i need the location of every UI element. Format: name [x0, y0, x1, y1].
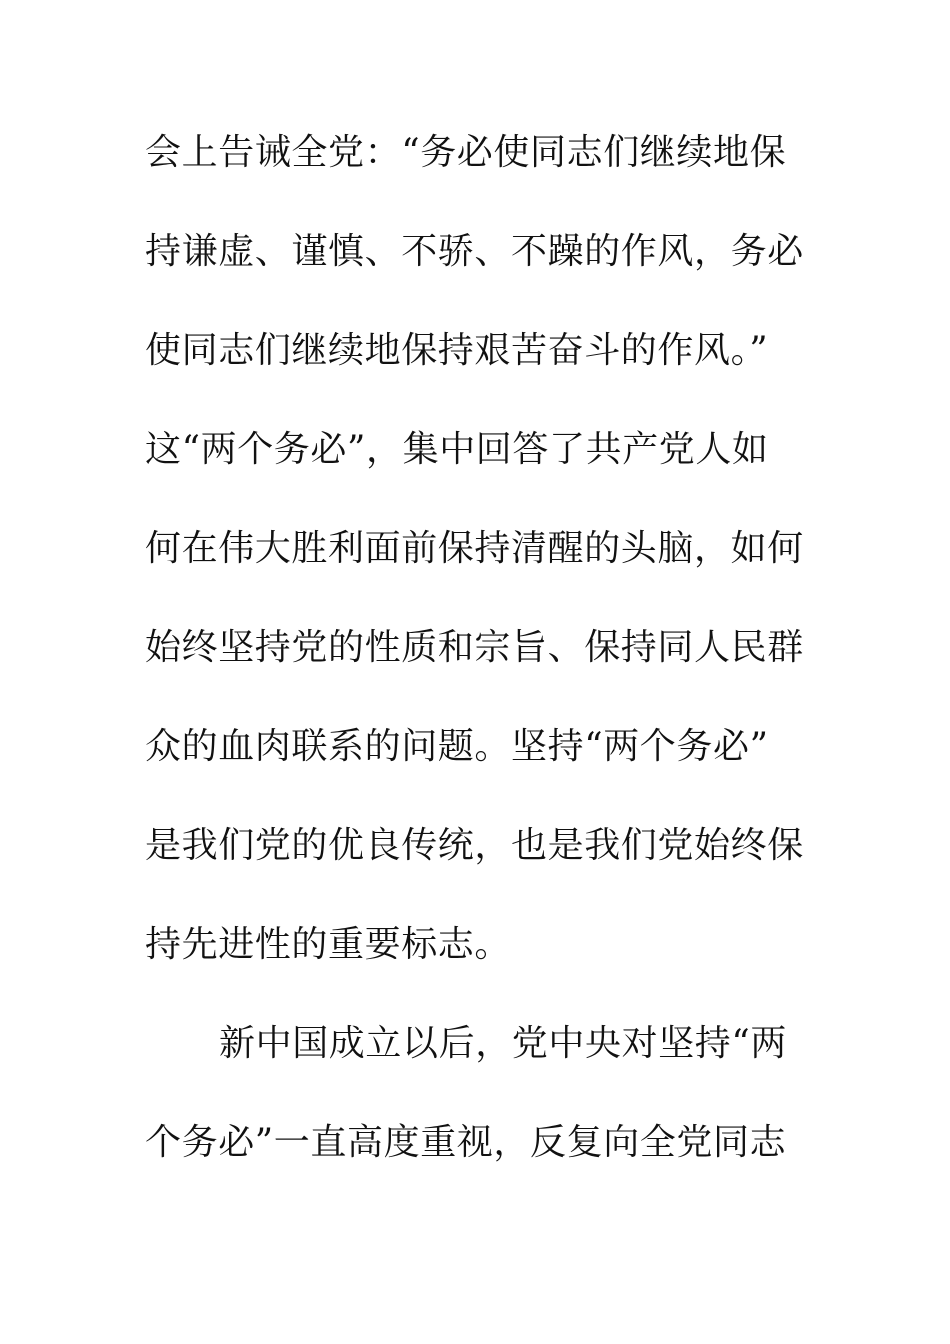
text-line: 这“两个务必”，集中回答了共产党人如	[145, 429, 769, 470]
text-line: 使同志们继续地保持艰苦奋斗的作风。”	[145, 330, 769, 371]
text-line: 持先进性的重要标志。	[145, 924, 512, 965]
text-line: 会上告诫全党：“务必使同志们继续地保	[145, 132, 787, 173]
body-text	[145, 122, 813, 1211]
text-line: 始终坚持党的性质和宗旨、保持同人民群	[145, 627, 804, 668]
text-line: 何在伟大胜利面前保持清醒的头脑，如何	[145, 528, 804, 569]
text-line: 个务必”一直高度重视，反复向全党同志	[145, 1122, 787, 1163]
paragraph-start-line: 新中国成立以后，党中央对坚持“两	[219, 1023, 788, 1064]
text-line: 众的血肉联系的问题。坚持“两个务必”	[145, 726, 769, 767]
text-line: 持谦虚、谨慎、不骄、不躁的作风，务必	[145, 231, 804, 272]
text-line: 是我们党的优良传统，也是我们党始终保	[145, 825, 804, 866]
